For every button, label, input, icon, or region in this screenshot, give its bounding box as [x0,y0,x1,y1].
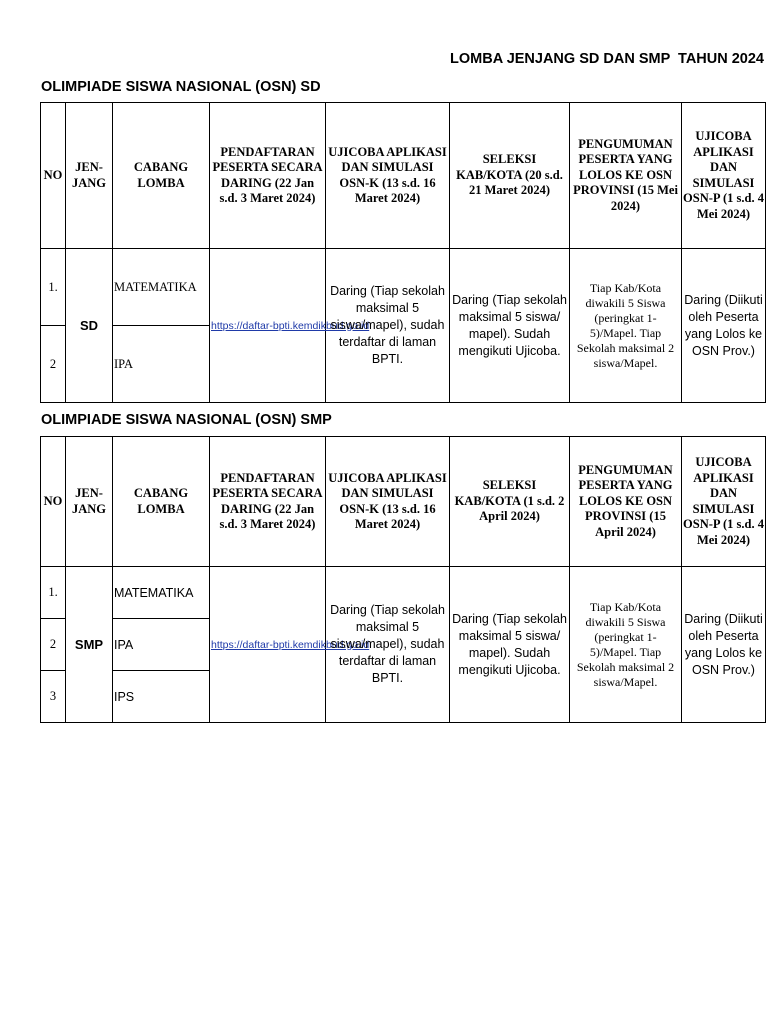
header-ujicoba-p: UJICOBA APLIKASI DAN SIMULASI OSN-P (1 s.d. 4 Mei 2024) [682,437,766,567]
row-number: 3 [41,671,66,723]
row-number: 1. [41,249,66,326]
osn-sd-table [40,102,766,403]
header-no: NO [41,437,66,567]
header-pendaftaran: PENDAFTARAN PESERTA SECARA DARING (22 Jan s.d. 3 Maret 2024) [210,437,326,567]
header-cabang: CABANG LOMBA [113,103,210,249]
cabang-cell: IPA [113,326,210,403]
registration-link[interactable]: https://daftar-bpti.kemdikbud.go.id [211,638,370,651]
ujicoba-p-cell: Daring (Diikuti oleh Peserta yang Lolos ke OSN Prov.) [682,249,766,403]
header-cabang: CABANG LOMBA [113,437,210,567]
osn-smp-table [40,436,766,723]
cabang-cell: MATEMATIKA [113,249,210,326]
section-title-sd: OLIMPIADE SISWA NASIONAL (OSN) SD [41,79,321,95]
ujicoba-cell: Daring (Tiap sekolah maksimal 5 siswa/mapel), sudah terdaftar di laman BPTI. [326,249,450,403]
pengumuman-cell: Tiap Kab/Kota diwakili 5 Siswa (peringkat 1-5)/Mapel. Tiap Sekolah maksimal 2 siswa/Mapel. [570,249,682,403]
section-title-smp: OLIMPIADE SISWA NASIONAL (OSN) SMP [41,412,332,428]
header-jenjang: JEN-JANG [66,437,113,567]
cabang-cell: IPA [113,619,210,671]
cabang-cell: IPS [113,671,210,723]
row-number: 2 [41,619,66,671]
row-number: 2 [41,326,66,403]
header-pengumuman: PENGUMUMAN PESERTA YANG LOLOS KE OSN PROVINSI (15 Mei 2024) [570,103,682,249]
table-row [41,567,766,619]
seleksi-cell: Daring (Tiap sekolah maksimal 5 siswa/ mapel). Sudah mengikuti Ujicoba. [450,249,570,403]
header-pendaftaran: PENDAFTARAN PESERTA SECARA DARING (22 Jan s.d. 3 Maret 2024) [210,103,326,249]
header-pengumuman: PENGUMUMAN PESERTA YANG LOLOS KE OSN PROVINSI (15 April 2024) [570,437,682,567]
header-ujicoba: UJICOBA APLIKASI DAN SIMULASI OSN-K (13 s.d. 16 Maret 2024) [326,437,450,567]
header-seleksi: SELEKSI KAB/KOTA (20 s.d. 21 Maret 2024) [450,103,570,249]
table-header-row [41,103,766,249]
header-no: NO [41,103,66,249]
header-ujicoba-p: UJICOBA APLIKASI DAN SIMULASI OSN-P (1 s.d. 4 Mei 2024) [682,103,766,249]
header-seleksi: SELEKSI KAB/KOTA (1 s.d. 2 April 2024) [450,437,570,567]
header-jenjang: JEN-JANG [66,103,113,249]
registration-link[interactable]: https://daftar-bpti.kemdikbud.go.id [211,319,370,332]
jenjang-cell: SMP [66,567,113,723]
jenjang-cell: SD [66,249,113,403]
table-header-row [41,437,766,567]
pengumuman-cell: Tiap Kab/Kota diwakili 5 Siswa (peringkat 1-5)/Mapel. Tiap Sekolah maksimal 2 siswa/Mapel. [570,567,682,723]
cabang-cell: MATEMATIKA [113,567,210,619]
row-number: 1. [41,567,66,619]
header-ujicoba: UJICOBA APLIKASI DAN SIMULASI OSN-K (13 s.d. 16 Maret 2024) [326,103,450,249]
ujicoba-cell: Daring (Tiap sekolah maksimal 5 siswa/mapel), sudah terdaftar di laman BPTI. [326,567,450,723]
ujicoba-p-cell: Daring (Diikuti oleh Peserta yang Lolos ke OSN Prov.) [682,567,766,723]
document-title: LOMBA JENJANG SD DAN SMP TAHUN 2024 [450,51,764,67]
registration-link-cell [210,249,370,403]
seleksi-cell: Daring (Tiap sekolah maksimal 5 siswa/ mapel). Sudah mengikuti Ujicoba. [450,567,570,723]
table-row [41,249,766,326]
registration-link-cell [210,567,370,723]
